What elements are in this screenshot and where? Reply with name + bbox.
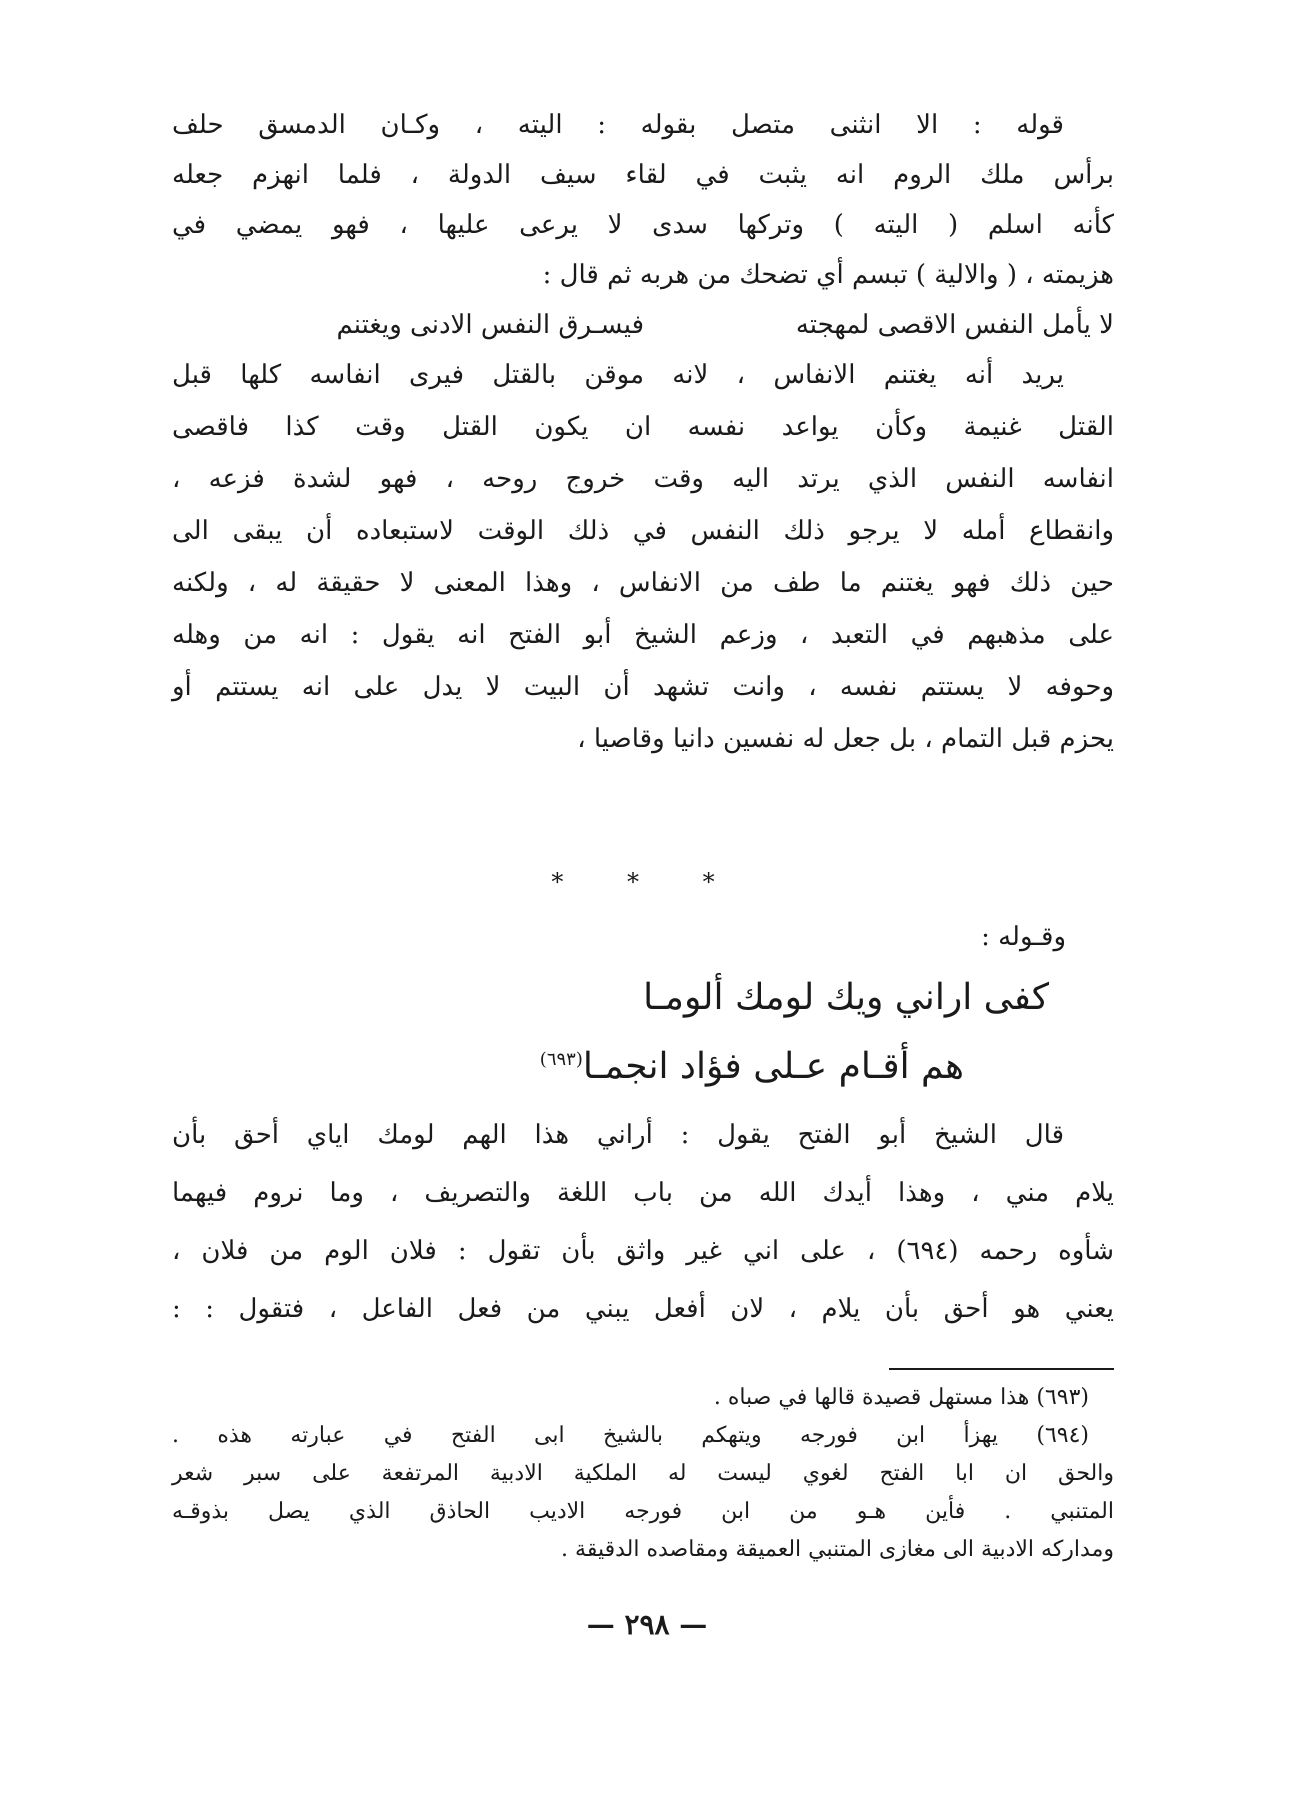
paragraph-line: وانقطاع أمله لا يرجو ذلك النفس في ذلك الوقت لاستبعاده أن يبقى الى [172, 516, 1114, 546]
paragraph-line: يعني هو أحق بأن يلام ، لان أفعل يبني من فعل الفاعل ، فتقول : : [172, 1294, 1115, 1324]
footnote-line: (٦٩٣) هذا مستهل قصيدة قالها في صباه . [713, 1385, 1089, 1410]
paragraph-line: انفاسه النفس الذي يرتد اليه وقت خروج روحه ، فهو لشدة فزعه ، [172, 464, 1114, 494]
paragraph-line: يلام مني ، وهذا أيدك الله من باب اللغة والتصريف ، وما نروم فيهما [172, 1178, 1114, 1208]
footnote-line: المتنبي . فأين هـو من ابن فورجه الاديب الحاذق الذي يصل بذوقـه [172, 1499, 1114, 1524]
footnote-ref: (٦٩٣) [539, 1049, 583, 1070]
footnote-line: (٦٩٤) يهزأ ابن فورجه ويتهكم بالشيخ ابى الفتح في عبارته هذه . [172, 1423, 1089, 1448]
paragraph-line: يحزم قبل التمام ، بل جعل له نفسين دانيا وقاصيا ، [577, 724, 1114, 754]
paragraph-line: قال الشيخ أبو الفتح يقول : أراني هذا الهم لومك اياي أحق بأن [172, 1120, 1064, 1150]
verse-hemistich-second: فيسـرق النفس الادنى ويغتنم [336, 310, 644, 340]
footnote-line: والحق ان ابا الفتح لغوي ليست له الملكية الادبية المرتفعة على سبر شعر [172, 1461, 1114, 1486]
footnote-divider [889, 1368, 1114, 1370]
verse-second-text: هم أقـام عـلى فؤاد انجمـا [582, 1046, 964, 1087]
paragraph-line: شأوه رحمه (٦٩٤) ، على اني غير واثق بأن تقول : فلان الوم من فلان ، [172, 1236, 1115, 1266]
paragraph-line: وحوفه لا يستتم نفسه ، وانت تشهد أن البيت لا يدل على انه يستتم أو [172, 672, 1114, 702]
footnote-line: ومداركه الادبية الى مغازى المتنبي العميقة ومقاصده الدقيقة . [561, 1537, 1114, 1562]
paragraph-line: قوله : الا انثنى متصل بقوله : اليته ، وكـان الدمسق حلف [172, 110, 1064, 140]
paragraph-line: يريد أنه يغتنم الانفاس ، لانه موقن بالقتل فيرى انفاسه كلها قبل [172, 360, 1064, 390]
verse-first-line: كفى اراني ويك لومك ألومـا [643, 977, 1049, 1018]
page-number: — ٢٩٨ — [586, 1608, 708, 1641]
section-separator: * * * [551, 868, 743, 896]
verse-hemistich-first: لا يأمل النفس الاقصى لمهجته [795, 310, 1114, 340]
section-intro: وقـوله : [981, 922, 1066, 952]
paragraph-line: على مذهبهم في التعبد ، وزعم الشيخ أبو الفتح انه يقول : انه من وهله [172, 620, 1114, 650]
verse-second-line [540, 1030, 964, 1097]
paragraph-line: هزيمته ، ( والالية ) تبسم أي تضحك من هربه ثم قال : [542, 260, 1114, 290]
paragraph-line: القتل غنيمة وكأن يواعد نفسه ان يكون القتل وقت كذا فاقصى [172, 412, 1114, 442]
paragraph-line: حين ذلك فهو يغتنم ما طف من الانفاس ، وهذا المعنى لا حقيقة له ، ولكنه [172, 568, 1114, 598]
paragraph-line: كأنه اسلم ( اليته ) وتركها سدى لا يرعى عليها ، فهو يمضي في [172, 210, 1114, 240]
paragraph-line: برأس ملك الروم انه يثبت في لقاء سيف الدولة ، فلما انهزم جعله [172, 160, 1114, 190]
